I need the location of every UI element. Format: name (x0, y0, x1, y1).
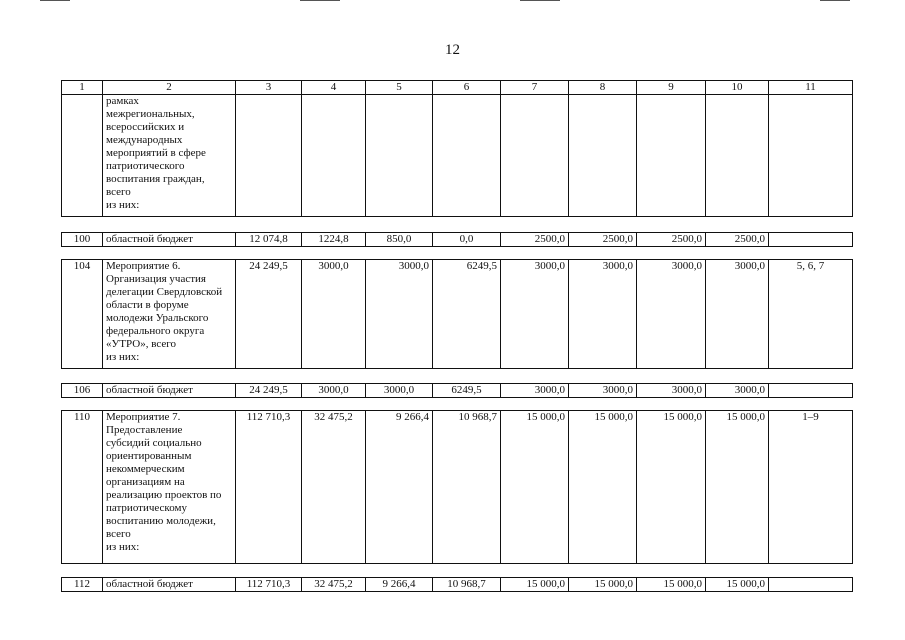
value-cell: 2500,0 (706, 233, 769, 247)
description-line: «УТРО», всего (106, 338, 176, 350)
value-cell: 24 249,5 (236, 384, 302, 398)
description-line: Предоставление (106, 424, 183, 436)
description-line: некоммерческим (106, 463, 185, 475)
column-number: 6 (433, 81, 501, 95)
description-line: из них: (106, 541, 140, 553)
description-line: международных (106, 134, 183, 146)
description-line: патриотического (106, 160, 185, 172)
target-cell (769, 578, 853, 592)
table-row-112 (61, 577, 853, 592)
description-line: организациям на (106, 476, 185, 488)
value-cell: 3000,0 (366, 384, 433, 398)
row-number: 112 (62, 578, 103, 592)
description-line: Мероприятие 7. (106, 411, 181, 423)
scan-mark (300, 0, 340, 1)
value-cell: 15 000,0 (501, 411, 569, 564)
description-line: воспитания граждан, (106, 173, 205, 185)
value-cell: 2500,0 (501, 233, 569, 247)
target-cell (769, 233, 853, 247)
description-line: ориентированным (106, 450, 192, 462)
value-cell: 6249,5 (433, 384, 501, 398)
value-cell: 1224,8 (302, 233, 366, 247)
value-cell: 3000,0 (706, 260, 769, 369)
description-line: субсидий социально (106, 437, 202, 449)
value-cell: 3000,0 (501, 384, 569, 398)
column-number: 2 (103, 81, 236, 95)
value-cell: 850,0 (366, 233, 433, 247)
table-row-110 (61, 410, 853, 564)
value-cell: 15 000,0 (569, 411, 637, 564)
description-line: межрегиональных, (106, 108, 195, 120)
value-cell: 3000,0 (706, 384, 769, 398)
column-number: 10 (706, 81, 769, 95)
table-row (62, 384, 853, 398)
scan-mark (40, 0, 70, 1)
description-line: патриотическому (106, 502, 187, 514)
column-number: 9 (637, 81, 706, 95)
row-number: 104 (62, 260, 103, 369)
row-number-cell (62, 95, 103, 217)
description-line: из них: (106, 199, 140, 211)
table-row-104 (61, 259, 853, 369)
value-cell: 3000,0 (366, 260, 433, 369)
value-cell: 112 710,3 (236, 578, 302, 592)
description-line: федерального округа (106, 325, 205, 337)
column-number: 3 (236, 81, 302, 95)
value-cell: 10 968,7 (433, 411, 501, 564)
description-line: всего (106, 528, 131, 540)
row-name: областной бюджет (103, 233, 236, 247)
value-cell (569, 95, 637, 217)
value-cell: 15 000,0 (637, 578, 706, 592)
scan-mark (520, 0, 560, 1)
value-cell: 3000,0 (501, 260, 569, 369)
row-name: областной бюджет (103, 384, 236, 398)
value-cell: 15 000,0 (569, 578, 637, 592)
continuation-description (103, 95, 236, 217)
column-number: 5 (366, 81, 433, 95)
value-cell: 32 475,2 (302, 411, 366, 564)
value-cell: 3000,0 (569, 384, 637, 398)
description-line: воспитанию молодежи, (106, 515, 216, 527)
target-cell: 1–9 (769, 411, 853, 564)
target-cell: 5, 6, 7 (769, 260, 853, 369)
value-cell: 2500,0 (569, 233, 637, 247)
table-row (62, 233, 853, 247)
table-row (62, 411, 853, 564)
value-cell (501, 95, 569, 217)
value-cell: 24 249,5 (236, 260, 302, 369)
description-line: реализацию проектов по (106, 489, 222, 501)
column-number: 8 (569, 81, 637, 95)
column-number: 11 (769, 81, 853, 95)
value-cell (706, 95, 769, 217)
row-number: 110 (62, 411, 103, 564)
value-cell: 3000,0 (302, 260, 366, 369)
value-cell (302, 95, 366, 217)
value-cell: 6249,5 (433, 260, 501, 369)
value-cell: 15 000,0 (706, 411, 769, 564)
target-cell (769, 95, 853, 217)
value-cell (236, 95, 302, 217)
value-cell: 3000,0 (569, 260, 637, 369)
value-cell: 9 266,4 (366, 578, 433, 592)
description-line: рамках (106, 95, 139, 107)
column-number: 1 (62, 81, 103, 95)
description-line: всего (106, 186, 131, 198)
description-line: области в форуме (106, 299, 189, 311)
value-cell (637, 95, 706, 217)
column-number-row (62, 81, 853, 95)
continuation-row (62, 95, 853, 217)
table-row-100 (61, 232, 853, 247)
value-cell: 15 000,0 (501, 578, 569, 592)
value-cell: 12 074,8 (236, 233, 302, 247)
value-cell: 15 000,0 (637, 411, 706, 564)
description-line: всероссийских и (106, 121, 185, 133)
value-cell: 3000,0 (637, 260, 706, 369)
row-description (103, 411, 236, 564)
page-number: 12 (445, 42, 460, 58)
table-header-block (61, 80, 853, 217)
row-number: 106 (62, 384, 103, 398)
description-line: из них: (106, 351, 140, 363)
row-number: 100 (62, 233, 103, 247)
table-row-106 (61, 383, 853, 398)
value-cell: 32 475,2 (302, 578, 366, 592)
description-line: мероприятий в сфере (106, 147, 206, 159)
table-row (62, 578, 853, 592)
description-line: молодежи Уральского (106, 312, 209, 324)
value-cell: 3000,0 (302, 384, 366, 398)
scan-mark (820, 0, 850, 1)
value-cell (366, 95, 433, 217)
row-description (103, 260, 236, 369)
value-cell: 112 710,3 (236, 411, 302, 564)
value-cell: 3000,0 (637, 384, 706, 398)
value-cell: 9 266,4 (366, 411, 433, 564)
value-cell: 0,0 (433, 233, 501, 247)
value-cell: 10 968,7 (433, 578, 501, 592)
value-cell (433, 95, 501, 217)
value-cell: 2500,0 (637, 233, 706, 247)
description-line: Мероприятие 6. (106, 260, 181, 272)
description-line: Организация участия (106, 273, 206, 285)
description-line: делегации Свердловской (106, 286, 223, 298)
table-row (62, 260, 853, 369)
column-number: 4 (302, 81, 366, 95)
row-name: областной бюджет (103, 578, 236, 592)
column-number: 7 (501, 81, 569, 95)
value-cell: 15 000,0 (706, 578, 769, 592)
target-cell (769, 384, 853, 398)
